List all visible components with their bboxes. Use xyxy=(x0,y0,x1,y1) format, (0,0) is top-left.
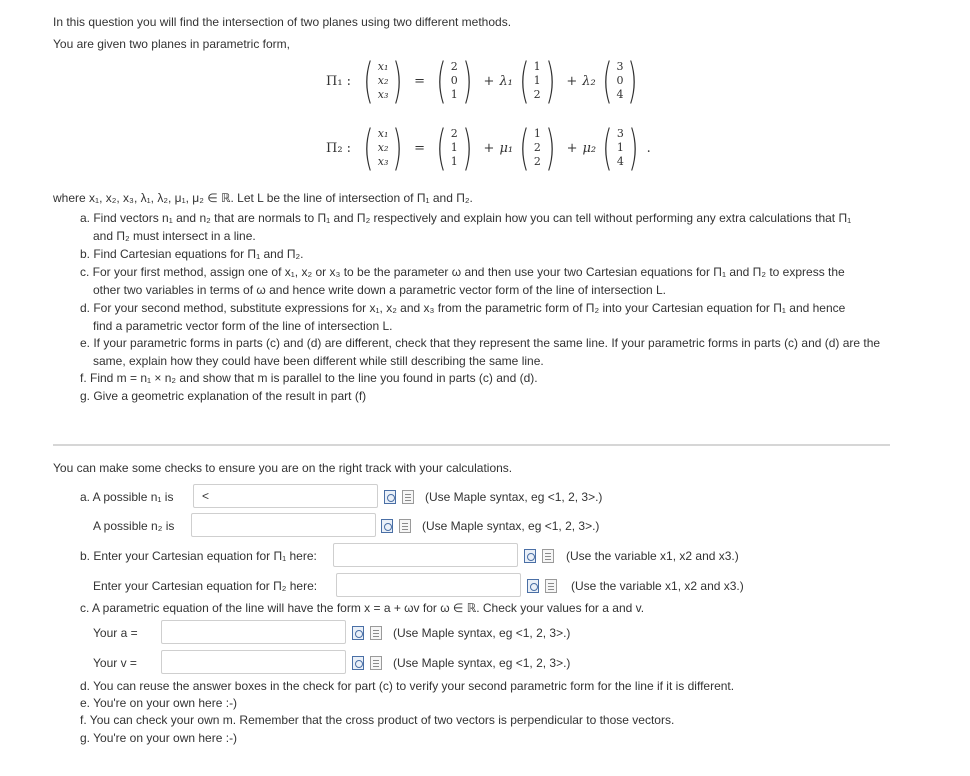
syntax-help-icon[interactable] xyxy=(545,579,557,593)
plane1-v2a: 3 xyxy=(616,60,624,73)
v-vector-input[interactable] xyxy=(161,650,346,674)
your-a-label: Your a = xyxy=(93,626,138,640)
preview-icon[interactable] xyxy=(352,656,364,670)
check-a-n1-label: a. A possible n₁ is xyxy=(80,490,174,504)
check-g: g. You're on your own here :-) xyxy=(80,731,238,745)
part-c-line2: other two variables in terms of ω and hence write down a parametric vector form of the line of intersection L. xyxy=(93,283,666,297)
part-a-line1: a. Find vectors n₁ and n₂ that are normals to Π₁ and Π₂ respectively and explain how you can tell without performing any extra calculations that Π₁ xyxy=(80,211,852,225)
pi1-hint: (Use the variable x1, x2 and x3.) xyxy=(566,549,739,563)
plane1-v1b: 1 xyxy=(533,74,541,87)
plane1-dir1-vector: ( 1 1 2 ) xyxy=(519,53,556,109)
plane1-v2c: 4 xyxy=(616,88,624,101)
check-b2-label: Enter your Cartesian equation for Π₂ here: xyxy=(93,579,318,593)
part-d-line1: d. For your second method, substitute expressions for x₁, x₂ and x₃ from the parametric form of Π₂ into your Cartesian equation for Π₁ and hence xyxy=(80,301,846,315)
a-vector-input[interactable] xyxy=(161,620,346,644)
syntax-help-icon[interactable] xyxy=(370,626,382,640)
plane2-param2: μ₂ xyxy=(582,140,597,156)
intro-line-1: In this question you will find the intersection of two planes using two different methods. xyxy=(53,15,512,29)
part-f: f. Find m = n₁ × n₂ and show that m is parallel to the line you found in parts (c) and (d). xyxy=(80,371,538,385)
v-hint: (Use Maple syntax, eg <1, 2, 3>.) xyxy=(393,656,571,670)
check-c-label: c. A parametric equation of the line will have the form x = a + ωv for ω ∈ ℝ. Check your values for a and v. xyxy=(80,601,645,615)
part-g: g. Give a geometric explanation of the result in part (f) xyxy=(80,389,367,403)
plane1-v1a: 1 xyxy=(533,60,541,73)
plane1-dir2-vector: ( 3 0 4 ) xyxy=(601,53,638,109)
plane2-v1c: 2 xyxy=(533,155,541,168)
plane1-x-vector: ( x₁ x₂ x₃ ) xyxy=(363,53,403,109)
check-e: e. You're on your own here :-) xyxy=(80,696,238,710)
plane1-param1: λ₁ xyxy=(499,73,513,89)
plane2-v2a: 3 xyxy=(616,127,624,140)
plane1-p3: 1 xyxy=(450,88,458,101)
part-b: b. Find Cartesian equations for Π₁ and Π₂. xyxy=(80,247,304,261)
part-e-line1: e. If your parametric forms in parts (c) and (d) are different, check that they represent the same line. If your parametric forms in parts (c) and (d) are the xyxy=(80,336,881,350)
plane2-v1b: 2 xyxy=(533,141,541,154)
plane2-p1: 2 xyxy=(450,127,458,140)
plane1-v1c: 2 xyxy=(533,88,541,101)
plane2-x2: x₂ xyxy=(377,141,389,154)
n2-answer-input[interactable] xyxy=(191,513,376,537)
syntax-help-icon[interactable] xyxy=(370,656,382,670)
plane1-x1: x₁ xyxy=(377,60,389,73)
preview-icon[interactable] xyxy=(384,490,396,504)
plane2-param1: μ₁ xyxy=(499,140,514,156)
pi2-hint: (Use the variable x1, x2 and x3.) xyxy=(571,579,744,593)
your-v-label: Your v = xyxy=(93,656,137,670)
plane2-p2: 1 xyxy=(450,141,458,154)
plane2-x-vector: ( x₁ x₂ x₃ ) xyxy=(363,120,403,176)
preview-icon[interactable] xyxy=(524,549,536,563)
pi2-equation-input[interactable] xyxy=(336,573,521,597)
preview-icon[interactable] xyxy=(352,626,364,640)
preview-icon[interactable] xyxy=(381,519,393,533)
a-hint: (Use Maple syntax, eg <1, 2, 3>.) xyxy=(393,626,571,640)
check-a-n2-label: A possible n₂ is xyxy=(93,519,175,533)
checks-intro: You can make some checks to ensure you are on the right track with your calculations. xyxy=(53,461,513,475)
plane1-v2b: 0 xyxy=(616,74,624,87)
plane1-x2: x₂ xyxy=(377,74,389,87)
plane2-v1a: 1 xyxy=(533,127,541,140)
plane2-x1: x₁ xyxy=(377,127,389,140)
plane1-p2: 0 xyxy=(450,74,458,87)
plane1-label: Π₁ : xyxy=(326,73,352,89)
part-a-line2: and Π₂ must intersect in a line. xyxy=(93,229,256,243)
syntax-help-icon[interactable] xyxy=(402,490,414,504)
plane2-p3: 1 xyxy=(450,155,458,168)
plane2-x3: x₃ xyxy=(377,155,389,168)
preview-icon[interactable] xyxy=(527,579,539,593)
part-c-line1: c. For your first method, assign one of x₁, x₂ or x₃ to be the parameter ω and then use your two Cartesian equations for Π₁ and Π₂ to express the xyxy=(80,265,845,279)
plane2-equation: Π₂ : ( x₁ x₂ x₃ ) = ( 2 1 1 ) + μ₁ ( 1 2 2 ) + μ₂ ( 3 1 4 ) . xyxy=(326,120,651,176)
plane1-param2: λ₂ xyxy=(582,73,596,89)
syntax-help-icon[interactable] xyxy=(542,549,554,563)
plane2-dir2-vector: ( 3 1 4 ) xyxy=(602,120,639,176)
where-text: where x₁, x₂, x₃, λ₁, λ₂, μ₁, μ₂ ∈ ℝ. Let L be the line of intersection of Π₁ and Π₂. xyxy=(53,191,473,205)
plane2-label: Π₂ : xyxy=(326,140,352,156)
plane1-equation: Π₁ : ( x₁ x₂ x₃ ) = ( 2 0 1 ) + λ₁ ( 1 1 2 ) + λ₂ ( 3 0 4 ) xyxy=(326,60,644,102)
syntax-help-icon[interactable] xyxy=(399,519,411,533)
part-e-line2: same, explain how they could have been different while still describing the same line. xyxy=(93,354,544,368)
check-f: f. You can check your own m. Remember that the cross product of two vectors is perpendicular to those vectors. xyxy=(80,713,675,727)
plane1-p1: 2 xyxy=(450,60,458,73)
n1-answer-input[interactable]: < xyxy=(193,484,378,508)
check-d: d. You can reuse the answer boxes in the check for part (c) to verify your second parametric form for the line if it is different. xyxy=(80,679,735,693)
section-divider xyxy=(53,444,890,446)
n1-hint: (Use Maple syntax, eg <1, 2, 3>.) xyxy=(425,490,603,504)
part-d-line2: find a parametric vector form of the line of intersection L. xyxy=(93,319,393,333)
plane2-v2b: 1 xyxy=(616,141,624,154)
plane1-point-vector: ( 2 0 1 ) xyxy=(436,53,473,109)
check-b1-label: b. Enter your Cartesian equation for Π₁ here: xyxy=(80,549,317,563)
pi1-equation-input[interactable] xyxy=(333,543,518,567)
intro-line-2: You are given two planes in parametric form, xyxy=(53,37,291,51)
n2-hint: (Use Maple syntax, eg <1, 2, 3>.) xyxy=(422,519,600,533)
plane2-v2c: 4 xyxy=(616,155,624,168)
plane1-x3: x₃ xyxy=(377,88,389,101)
plane2-point-vector: ( 2 1 1 ) xyxy=(436,120,473,176)
plane2-dir1-vector: ( 1 2 2 ) xyxy=(519,120,556,176)
